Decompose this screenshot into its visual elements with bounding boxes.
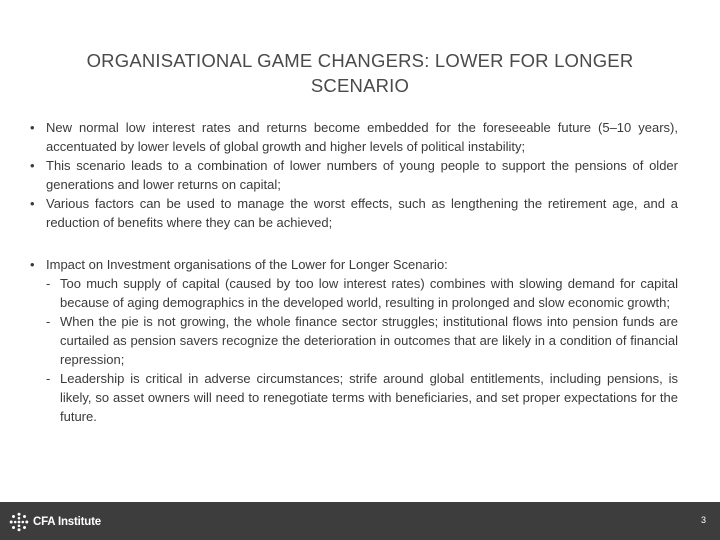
impact-point <box>46 274 678 312</box>
bullet-item <box>30 118 678 156</box>
sub-marker: - <box>46 371 51 386</box>
impact-point-text: When the pie is not growing, the whole finance sector struggles; institutional flows into pension funds are curtailed as pension savers recognize the deterioration in outcomes that are likely in a condition of financial repression; <box>60 314 678 367</box>
bullet-marker: • <box>30 158 35 173</box>
bullet-item <box>30 194 678 232</box>
impact-list <box>46 274 678 426</box>
impact-point <box>46 312 678 369</box>
slide-body <box>30 118 678 426</box>
impact-point-text: Too much supply of capital (caused by too low interest rates) combines with slowing demand for capital because of aging demographics in the developed world, resulting in prolonged and slow economic growth; <box>60 276 678 310</box>
impact-heading-item <box>30 255 678 274</box>
footer-bar <box>0 502 720 540</box>
sub-marker: - <box>46 276 51 291</box>
bullet-text: Various factors can be used to manage the worst effects, such as lengthening the retirement age, and a reduction of benefits where they can be achieved; <box>46 196 678 230</box>
cfa-institute-logo <box>9 512 101 532</box>
bullet-marker: • <box>30 257 35 272</box>
impact-point <box>46 369 678 426</box>
globe-icon <box>9 512 29 532</box>
impact-point-text: Leadership is critical in adverse circumstances; strife around global entitlements, including pensions, is likely, so asset owners will need to renegotiate terms with beneficiaries, and set proper expectations for the future. <box>60 371 678 424</box>
bullet-text: This scenario leads to a combination of lower numbers of young people to support the pensions of older generations and lower returns on capital; <box>46 158 678 192</box>
logo-text: CFA Institute <box>33 516 101 528</box>
bullet-item <box>30 156 678 194</box>
impact-heading: Impact on Investment organisations of the Lower for Longer Scenario: <box>46 257 448 272</box>
page-number: 3 <box>700 515 706 525</box>
slide-title: ORGANISATIONAL GAME CHANGERS: LOWER FOR LONGER SCENARIO <box>86 50 634 96</box>
paragraph-gap <box>30 232 678 255</box>
sub-marker: - <box>46 314 51 329</box>
bullet-text: New normal low interest rates and returns become embedded for the foreseeable future (5–10 years), accentuated by lower levels of global growth and higher levels of political instability; <box>46 120 678 154</box>
bullet-marker: • <box>30 120 35 135</box>
bullet-marker: • <box>30 196 35 211</box>
